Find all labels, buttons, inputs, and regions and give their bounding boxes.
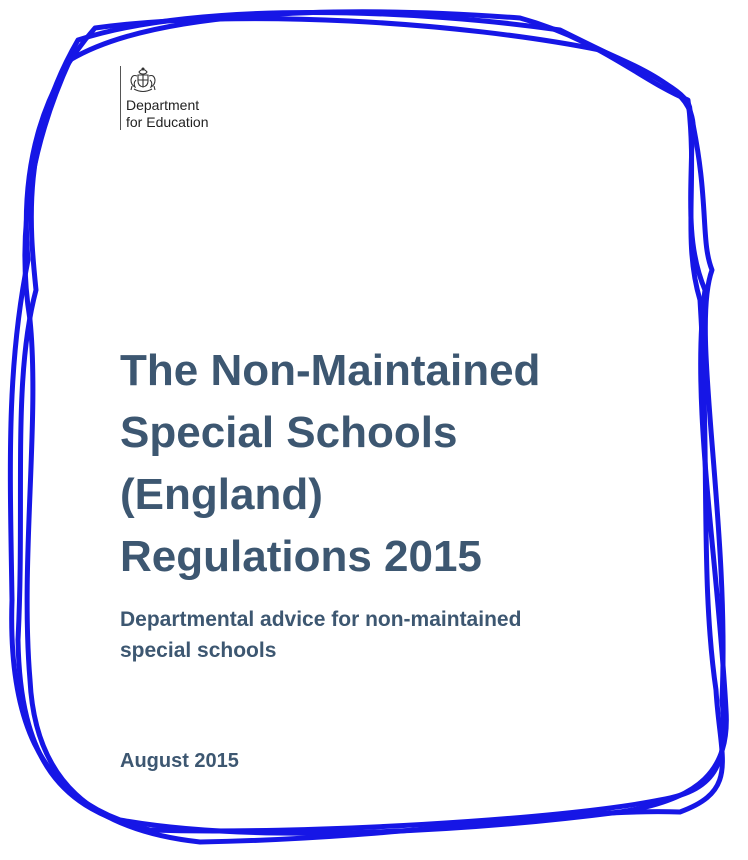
title-line-3: (England): [120, 470, 323, 519]
logo-line-2: for Education: [126, 114, 209, 130]
logo-line-1: Department: [126, 97, 200, 113]
royal-crest-icon: [128, 66, 158, 94]
document-title: [120, 340, 660, 588]
document-subtitle: [120, 604, 680, 666]
title-line-4: Regulations 2015: [120, 532, 482, 581]
title-line-1: The Non-Maintained: [120, 346, 541, 395]
department-logo: [120, 66, 250, 132]
title-line-2: Special Schools: [120, 408, 458, 457]
publication-date: August 2015: [120, 750, 239, 772]
logo-divider: [120, 66, 121, 130]
subtitle-line-1: Departmental advice for non-maintained: [120, 608, 522, 631]
subtitle-line-2: special schools: [120, 639, 277, 662]
